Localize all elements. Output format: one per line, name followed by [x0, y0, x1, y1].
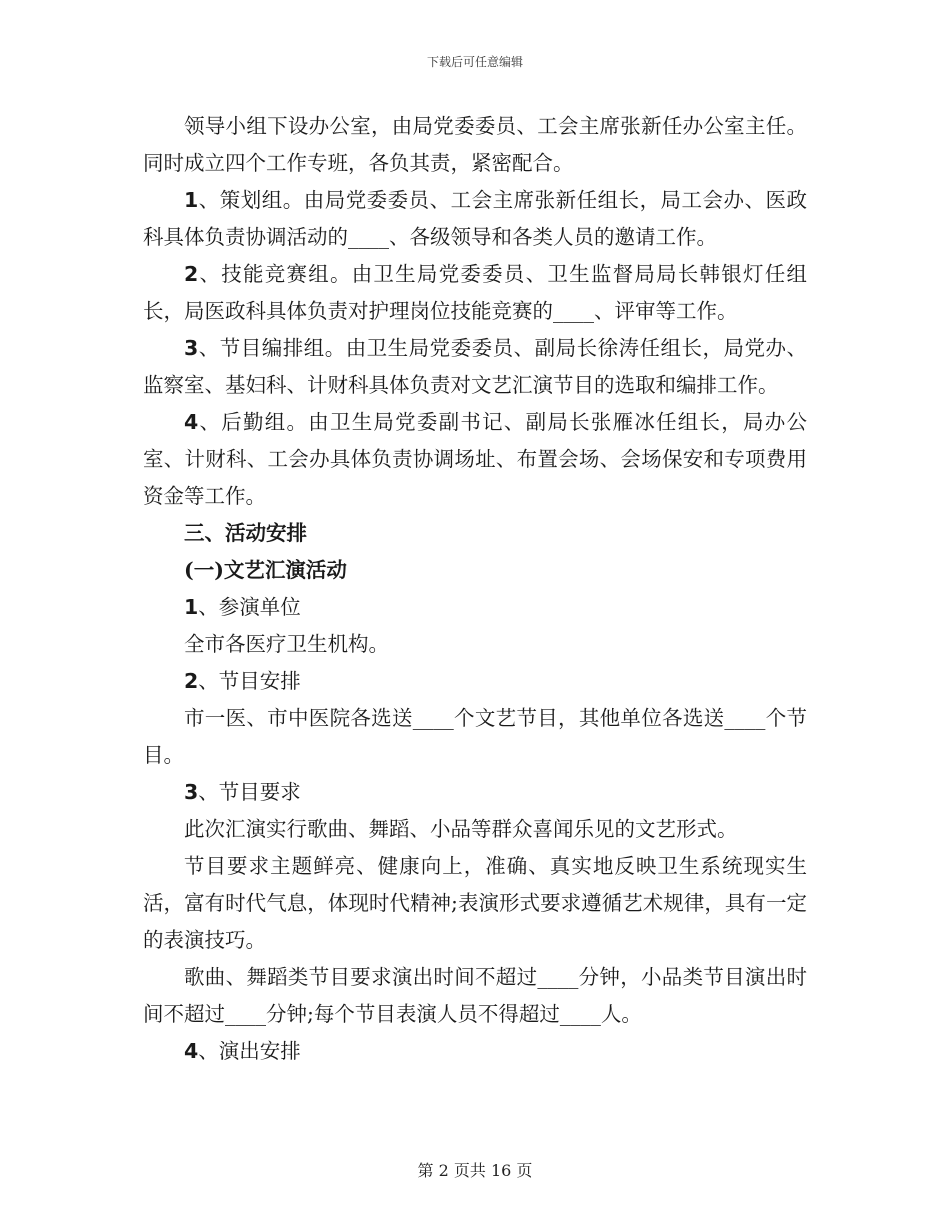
item-text: 、技能竞赛组。由卫生局党委委员、卫生监督局局长韩银灯任组长，局医政科具体负责对护理岗位技能竞赛的____、评审等工作。 — [143, 262, 807, 323]
page-footer: 第 2 页共 16 页 — [417, 1161, 533, 1180]
paragraph-skills-group — [143, 256, 807, 330]
paragraph-logistics-group — [143, 404, 807, 515]
item-program-arrangement — [143, 663, 807, 700]
paragraph-planning-group — [143, 182, 807, 256]
item-number: 4 — [184, 410, 199, 434]
requirements-body-duration: 歌曲、舞蹈类节目要求演出时间不超过____分钟，小品类节目演出时间不超过____分钟;每个节目表演人员不得超过____人。 — [143, 965, 807, 1026]
paragraph-office: 领导小组下设办公室，由局党委委员、工会主席张新任办公室主任。同时成立四个工作专班，各负其责，紧密配合。 — [143, 114, 807, 175]
item-number: 2 — [184, 669, 199, 693]
item-text: 、节目编排组。由卫生局党委委员、副局长徐涛任组长，局党办、监察室、基妇科、计财科具体负责对文艺汇演节目的选取和编排工作。 — [143, 336, 807, 397]
participants-body: 全市各医疗卫生机构。 — [184, 632, 389, 656]
page-header: 下载后可任意编辑 — [426, 55, 523, 69]
requirements-body-theme: 节目要求主题鲜亮、健康向上，准确、真实地反映卫生系统现实生活，富有时代气息，体现时代精神;表演形式要求遵循艺术规律，具有一定的表演技巧。 — [143, 854, 807, 952]
item-participants — [143, 589, 807, 626]
item-performance-arrangement — [143, 1033, 807, 1070]
item-text: 、策划组。由局党委委员、工会主席张新任组长，局工会办、医政科具体负责协调活动的____、各级领导和各类人员的邀请工作。 — [143, 188, 807, 249]
item-text: 、节目安排 — [198, 669, 301, 693]
document-body — [143, 108, 807, 1070]
item-text: 、节目要求 — [198, 780, 301, 804]
subsection-heading-performance: (一)文艺汇演活动 — [184, 558, 347, 582]
item-number: 3 — [184, 336, 199, 360]
item-number: 3 — [184, 780, 199, 804]
item-program-requirements — [143, 774, 807, 811]
item-text: 、参演单位 — [198, 595, 301, 619]
item-number: 2 — [184, 262, 199, 286]
item-number: 1 — [184, 595, 199, 619]
program-arrangement-body: 市一医、市中医院各选送____个文艺节目，其他单位各选送____个节目。 — [143, 706, 807, 767]
section-heading-activities: 三、活动安排 — [184, 521, 307, 545]
item-text: 、演出安排 — [198, 1039, 301, 1063]
item-text: 、后勤组。由卫生局党委副书记、副局长张雁冰任组长，局办公室、计财科、工会办具体负责协调场址、布置会场、会场保安和专项费用资金等工作。 — [143, 410, 807, 508]
paragraph-program-group — [143, 330, 807, 404]
item-number: 4 — [184, 1039, 199, 1063]
requirements-body-forms: 此次汇演实行歌曲、舞蹈、小品等群众喜闻乐见的文艺形式。 — [184, 817, 738, 841]
item-number: 1 — [184, 188, 199, 212]
